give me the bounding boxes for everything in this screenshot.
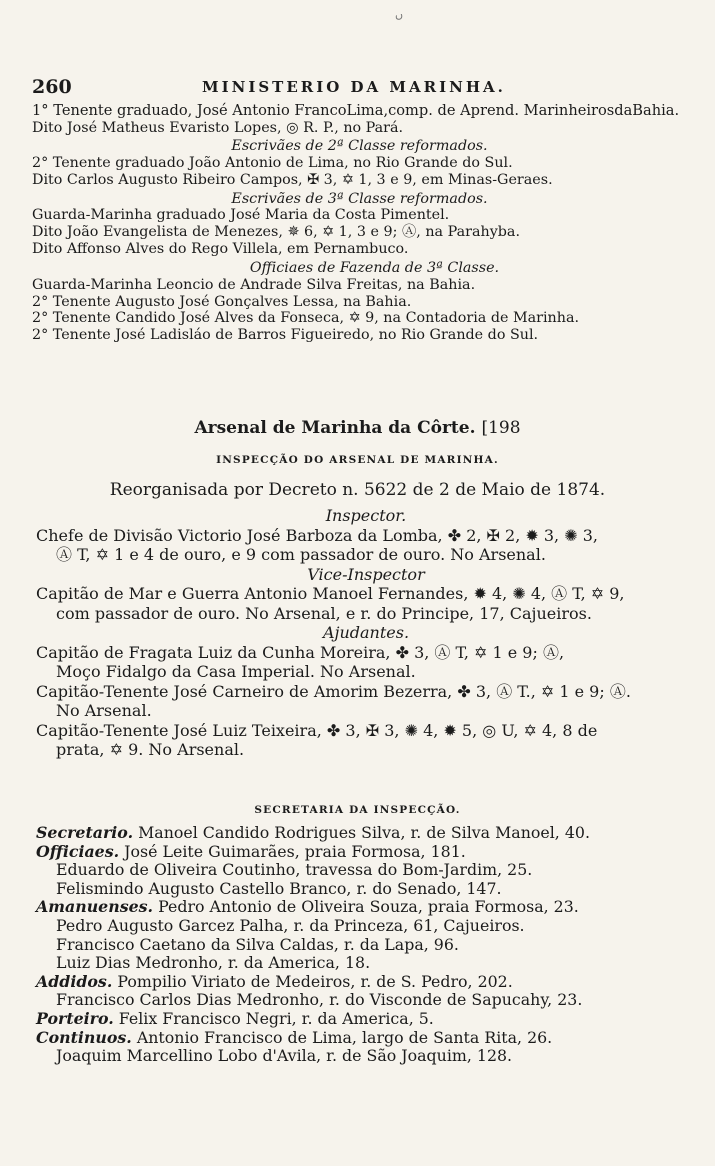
role-label: Secretario. xyxy=(36,823,134,842)
entry-line: Guarda-Marinha graduado José Maria da Costa Pimentel. xyxy=(32,207,450,224)
inspection-heading: INSPECÇÃO DO ARSENAL DE MARINHA. xyxy=(216,454,499,466)
entry-line: 2° Tenente Candido José Alves da Fonseca, ✡ 9, na Contadoria de Marinha. xyxy=(32,310,580,327)
entry-text: Felix Francisco Negri, r. da America, 5. xyxy=(118,1008,434,1028)
page-header xyxy=(32,76,680,100)
secretaria-heading: SECRETARIA DA INSPECÇÃO. xyxy=(254,804,461,816)
entry-line: Capitão de Fragata Luiz da Cunha Moreira, ✤ 3, Ⓐ T, ✡ 1 e 9; Ⓐ, xyxy=(36,642,565,662)
section-heading: Escrivães de 3ª Classe reformados. xyxy=(231,190,488,207)
entry-line: Eduardo de Oliveira Coutinho, travessa do Bom-Jardim, 25. xyxy=(56,860,533,880)
entry-line: Joaquim Marcellino Lobo d'Avila, r. de São Joaquim, 128. xyxy=(56,1046,513,1066)
entry-line xyxy=(36,898,696,917)
entry-line: Capitão-Tenente José Luiz Teixeira, ✤ 3, ✠ 3, ✺ 4, ✹ 5, ◎ U, ✡ 4, 8 de xyxy=(36,720,598,740)
entry-text: Antonio Francisco de Lima, largo de Santa Rita, 26. xyxy=(136,1027,553,1047)
secretaria-section xyxy=(36,824,696,1066)
entry-line: Francisco Carlos Dias Medronho, r. do Visconde de Sapucahy, 23. xyxy=(56,990,583,1010)
entry-line xyxy=(36,843,696,862)
entry-line xyxy=(36,973,696,992)
role-label: Continuos. xyxy=(36,1027,132,1047)
role-label: Amanuenses. xyxy=(36,897,154,917)
role-heading: Vice-Inspector xyxy=(307,564,425,584)
arsenal-title xyxy=(0,418,715,438)
role-label: Addidos. xyxy=(36,971,113,991)
entry-line: Pedro Augusto Garcez Palha, r. da Princeza, 61, Cajueiros. xyxy=(56,915,525,935)
entry-text: Pedro Antonio de Oliveira Souza, praia Formosa, 23. xyxy=(158,897,579,917)
page-number: 260 xyxy=(32,76,72,98)
arsenal-number: [198 xyxy=(481,418,521,438)
entry-line xyxy=(36,1029,696,1048)
entry-line: Chefe de Divisão Victorio José Barboza da Lomba, ✤ 2, ✠ 2, ✹ 3, ✺ 3, xyxy=(36,525,598,545)
entry-line: Moço Fidalgo da Casa Imperial. No Arsenal. xyxy=(56,662,416,681)
entry-line: 2° Tenente graduado João Antonio de Lima, no Rio Grande do Sul. xyxy=(32,155,513,172)
entry-line: 2° Tenente José Ladisláo de Barros Figueiredo, no Rio Grande do Sul. xyxy=(32,327,539,344)
running-title: MINISTERIO DA MARINHA. xyxy=(202,78,506,96)
entry-line: Francisco Caetano da Silva Caldas, r. da Lapa, 96. xyxy=(56,934,459,954)
entry-line: Ⓐ T, ✡ 1 e 4 de ouro, e 9 com passador de ouro. No Arsenal. xyxy=(56,545,546,564)
entry-line: Luiz Dias Medronho, r. da America, 18. xyxy=(56,953,371,973)
entry-text: Pompilio Viriato de Medeiros, r. de S. Pedro, 202. xyxy=(117,971,513,991)
entry-line: Capitão-Tenente José Carneiro de Amorim Bezerra, ✤ 3, Ⓐ T., ✡ 1 e 9; Ⓐ. xyxy=(36,681,631,701)
entry-line: com passador de ouro. No Arsenal, e r. do Principe, 17, Cajueiros. xyxy=(56,603,592,623)
entry-line: Dito João Evangelista de Menezes, ✵ 6, ✡ 1, 3 e 9; Ⓐ, na Parahyba. xyxy=(32,223,520,240)
entry-line: Guarda-Marinha Leoncio de Andrade Silva Freitas, na Bahia. xyxy=(32,277,476,294)
arsenal-title-text: Arsenal de Marinha da Côrte. xyxy=(194,418,476,438)
entry-line xyxy=(36,824,696,843)
page-mark: ں xyxy=(395,8,404,21)
entry-line: 2° Tenente Augusto José Gonçalves Lessa, na Bahia. xyxy=(32,293,412,310)
role-label: Porteiro. xyxy=(36,1008,114,1028)
reformados-section xyxy=(32,103,687,344)
entry-text: Manoel Candido Rodrigues Silva, r. de Silva Manoel, 40. xyxy=(138,823,590,842)
role-label: Officiaes. xyxy=(36,841,120,861)
entry-line: No Arsenal. xyxy=(56,701,152,720)
reorganisation-note: Reorganisada por Decreto n. 5622 de 2 de Maio de 1874. xyxy=(109,480,606,500)
entry-line: Dito Affonso Alves do Rego Villela, em Pernambuco. xyxy=(32,240,409,257)
inspection-staff xyxy=(36,506,696,760)
entry-line: 1° Tenente graduado, José Antonio FrancoLima,comp. de Aprend. MarinheirosdaBahia. xyxy=(32,102,680,119)
entry-line xyxy=(36,1010,696,1029)
entry-line: prata, ✡ 9. No Arsenal. xyxy=(56,740,245,759)
role-heading: Inspector. xyxy=(325,506,407,525)
entry-line: Felismindo Augusto Castello Branco, r. do Senado, 147. xyxy=(56,878,502,898)
entry-line: Dito Carlos Augusto Ribeiro Campos, ✠ 3, ✡ 1, 3 e 9, em Minas-Geraes. xyxy=(32,171,553,188)
section-heading: Officiaes de Fazenda de 3ª Classe. xyxy=(249,260,500,277)
entry-line: Capitão de Mar e Guerra Antonio Manoel Fernandes, ✹ 4, ✺ 4, Ⓐ T, ✡ 9, xyxy=(36,584,625,603)
section-heading: Escrivães de 2ª Classe reformados. xyxy=(231,138,488,155)
role-heading: Ajudantes. xyxy=(322,623,410,642)
entry-text: José Leite Guimarães, praia Formosa, 181. xyxy=(124,841,466,861)
entry-line: Dito José Matheus Evaristo Lopes, ◎ R. P., no Pará. xyxy=(32,119,404,136)
